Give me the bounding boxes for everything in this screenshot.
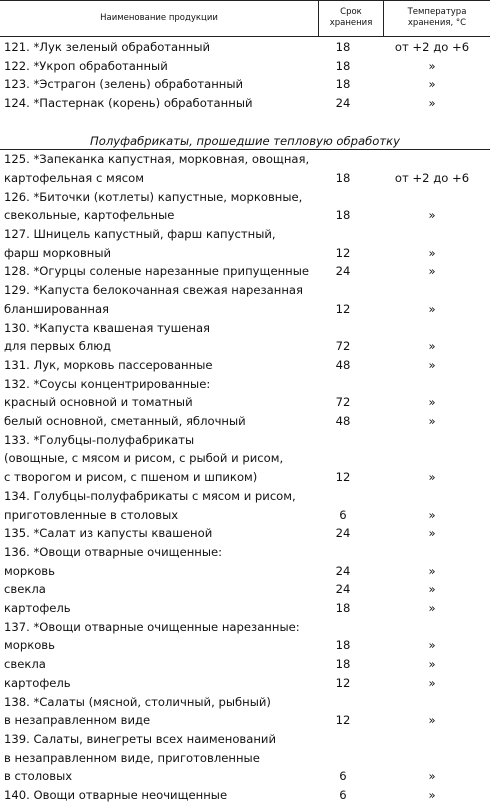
storage-period: 18 (335, 58, 351, 73)
table-row (0, 562, 490, 581)
product-name: (овощные, с мясом и рисом, с рыбой и рисом, (4, 451, 284, 466)
product-name: морковь (4, 638, 55, 653)
storage-temperature: » (428, 414, 436, 428)
header-bottom-border (0, 36, 490, 37)
table-row (0, 281, 490, 300)
section-heading-row (0, 132, 490, 151)
storage-period: 24 (335, 96, 351, 111)
storage-period: 18 (335, 601, 351, 615)
table-row (0, 57, 490, 76)
storage-temperature: » (428, 301, 436, 316)
storage-period: 18 (335, 40, 351, 54)
table-row (0, 300, 490, 319)
storage-temperature: » (428, 638, 436, 653)
storage-period: 48 (335, 357, 351, 372)
product-name: 132. *Соусы концентрированные: (4, 376, 211, 391)
product-name: 122. *Укроп обработанный (4, 58, 168, 73)
storage-period: 6 (339, 507, 347, 522)
product-name: 129. *Капуста белокочанная свежая нарезанная (4, 283, 303, 298)
product-name: картофельная с мясом (4, 170, 144, 185)
product-name: 137. *Овощи отварные очищенные нарезанные: (4, 619, 300, 634)
header-period: Срок хранения (329, 7, 373, 28)
product-name: свекла (4, 657, 46, 672)
storage-period: 18 (335, 638, 351, 653)
storage-period: 6 (339, 788, 347, 802)
storage-period: 18 (335, 77, 351, 92)
product-name: 124. *Пастернак (корень) обработанный (4, 96, 253, 111)
header-temperature: Температура хранения, °С (407, 7, 467, 28)
storage-period: 48 (335, 414, 351, 428)
table-row (0, 150, 490, 169)
table-row (0, 749, 490, 768)
product-name: белый основной, сметанный, яблочный (4, 414, 246, 428)
storage-temperature: » (428, 601, 436, 615)
storage-period: 6 (339, 769, 347, 784)
product-name: фарш морковный (4, 245, 112, 260)
storage-temperature: » (428, 58, 436, 73)
table-row (0, 580, 490, 599)
storage-temperature: » (428, 96, 436, 111)
table-row (0, 262, 490, 281)
table-row (0, 412, 490, 431)
storage-temperature: » (428, 339, 436, 354)
table-row (0, 786, 490, 805)
table-row (0, 506, 490, 525)
table-row (0, 674, 490, 693)
product-name: 126. *Биточки (котлеты) капустные, морковные, (4, 189, 303, 204)
storage-temperature: » (428, 470, 436, 485)
storage-temperature: » (428, 526, 436, 541)
product-name: в незаправленном виде (4, 713, 151, 728)
product-name: свекла (4, 582, 46, 597)
product-name: 138. *Салаты (мясной, столичный, рыбный) (4, 694, 271, 709)
storage-temperature: от +2 до +6 (394, 170, 470, 185)
table-row (0, 38, 490, 57)
product-name: 135. *Салат из капусты квашеной (4, 526, 213, 541)
product-name: приготовленные в столовых (4, 507, 179, 522)
product-name: красный основной и томатный (4, 395, 193, 410)
table-row (0, 375, 490, 394)
storage-period: 18 (335, 170, 351, 185)
table-row (0, 618, 490, 637)
storage-temperature: » (428, 582, 436, 597)
table-row (0, 487, 490, 506)
storage-temperature: от +2 до +6 (394, 40, 470, 54)
product-name: 140. Овощи отварные неочищенные (4, 788, 228, 802)
storage-period: 18 (335, 657, 351, 672)
storage-temperature: » (428, 788, 436, 802)
table-row (0, 225, 490, 244)
storage-period: 24 (335, 563, 351, 578)
table-row (0, 244, 490, 263)
product-name: морковь (4, 563, 55, 578)
storage-temperature: » (428, 563, 436, 578)
storage-temperature: » (428, 507, 436, 522)
table-row (0, 393, 490, 412)
storage-period: 24 (335, 526, 351, 541)
product-name: в незаправленном виде, приготовленные (4, 750, 260, 765)
table-row (0, 730, 490, 749)
storage-period: 72 (335, 395, 351, 410)
table-row (0, 636, 490, 655)
product-name: с творогом и рисом, с пшеном и шпиком) (4, 470, 258, 485)
table-row (0, 524, 490, 543)
table-row (0, 449, 490, 468)
storage-temperature: » (428, 713, 436, 728)
storage-period: 24 (335, 582, 351, 597)
header-name: Наименование продукции (100, 12, 218, 23)
storage-period: 12 (335, 675, 351, 690)
storage-temperature: » (428, 245, 436, 260)
product-name: бланшированная (4, 301, 110, 316)
product-name: 136. *Овощи отварные очищенные: (4, 544, 223, 559)
storage-temperature: » (428, 208, 436, 223)
product-name: для первых блюд (4, 339, 112, 354)
storage-temperature: » (428, 657, 436, 672)
product-name: 128. *Огурцы соленые нарезанные припущенные (4, 264, 310, 279)
table-row (0, 767, 490, 786)
table-row (0, 711, 490, 730)
table-row (0, 337, 490, 356)
storage-temperature: » (428, 357, 436, 372)
table-row (0, 431, 490, 450)
product-name: 134. Голубцы-полуфабрикаты с мясом и рисом, (4, 488, 296, 503)
product-name: картофель (4, 601, 71, 615)
product-name: 121. *Лук зеленый обработанный (4, 40, 211, 54)
table-row (0, 206, 490, 225)
storage-period: 12 (335, 470, 351, 485)
table-row (0, 599, 490, 618)
table-row (0, 75, 490, 94)
product-name: 125. *Запеканка капустная, морковная, овощная, (4, 152, 310, 167)
storage-period: 12 (335, 301, 351, 316)
product-name: свекольные, картофельные (4, 208, 175, 223)
storage-period: 12 (335, 713, 351, 728)
storage-period: 24 (335, 264, 351, 279)
storage-period: 18 (335, 208, 351, 223)
storage-period: 12 (335, 245, 351, 260)
table-row (0, 113, 490, 132)
product-name: в столовых (4, 769, 73, 784)
storage-temperature: » (428, 769, 436, 784)
table-row (0, 188, 490, 207)
table-row (0, 543, 490, 562)
product-name: 127. Шницель капустный, фарш капустный, (4, 227, 276, 241)
product-name: 130. *Капуста квашеная тушеная (4, 320, 211, 335)
storage-temperature: » (428, 264, 436, 279)
product-name: 131. Лук, морковь пассерованные (4, 357, 213, 372)
table-row (0, 319, 490, 338)
table-row (0, 693, 490, 712)
storage-temperature: » (428, 395, 436, 410)
product-name: 123. *Эстрагон (зелень) обработанный (4, 77, 244, 92)
product-name: картофель (4, 675, 71, 690)
storage-temperature: » (428, 675, 436, 690)
table-row (0, 94, 490, 113)
table-row (0, 356, 490, 375)
storage-temperature: » (428, 77, 436, 92)
section-heading: Полуфабрикаты, прошедшие тепловую обработку (90, 133, 400, 148)
product-name: 139. Салаты, винегреты всех наименований (4, 731, 276, 746)
table-row (0, 468, 490, 487)
product-name: 133. *Голубцы-полуфабрикаты (4, 432, 195, 447)
table-row (0, 655, 490, 674)
storage-period: 72 (335, 339, 351, 354)
table-row (0, 169, 490, 188)
